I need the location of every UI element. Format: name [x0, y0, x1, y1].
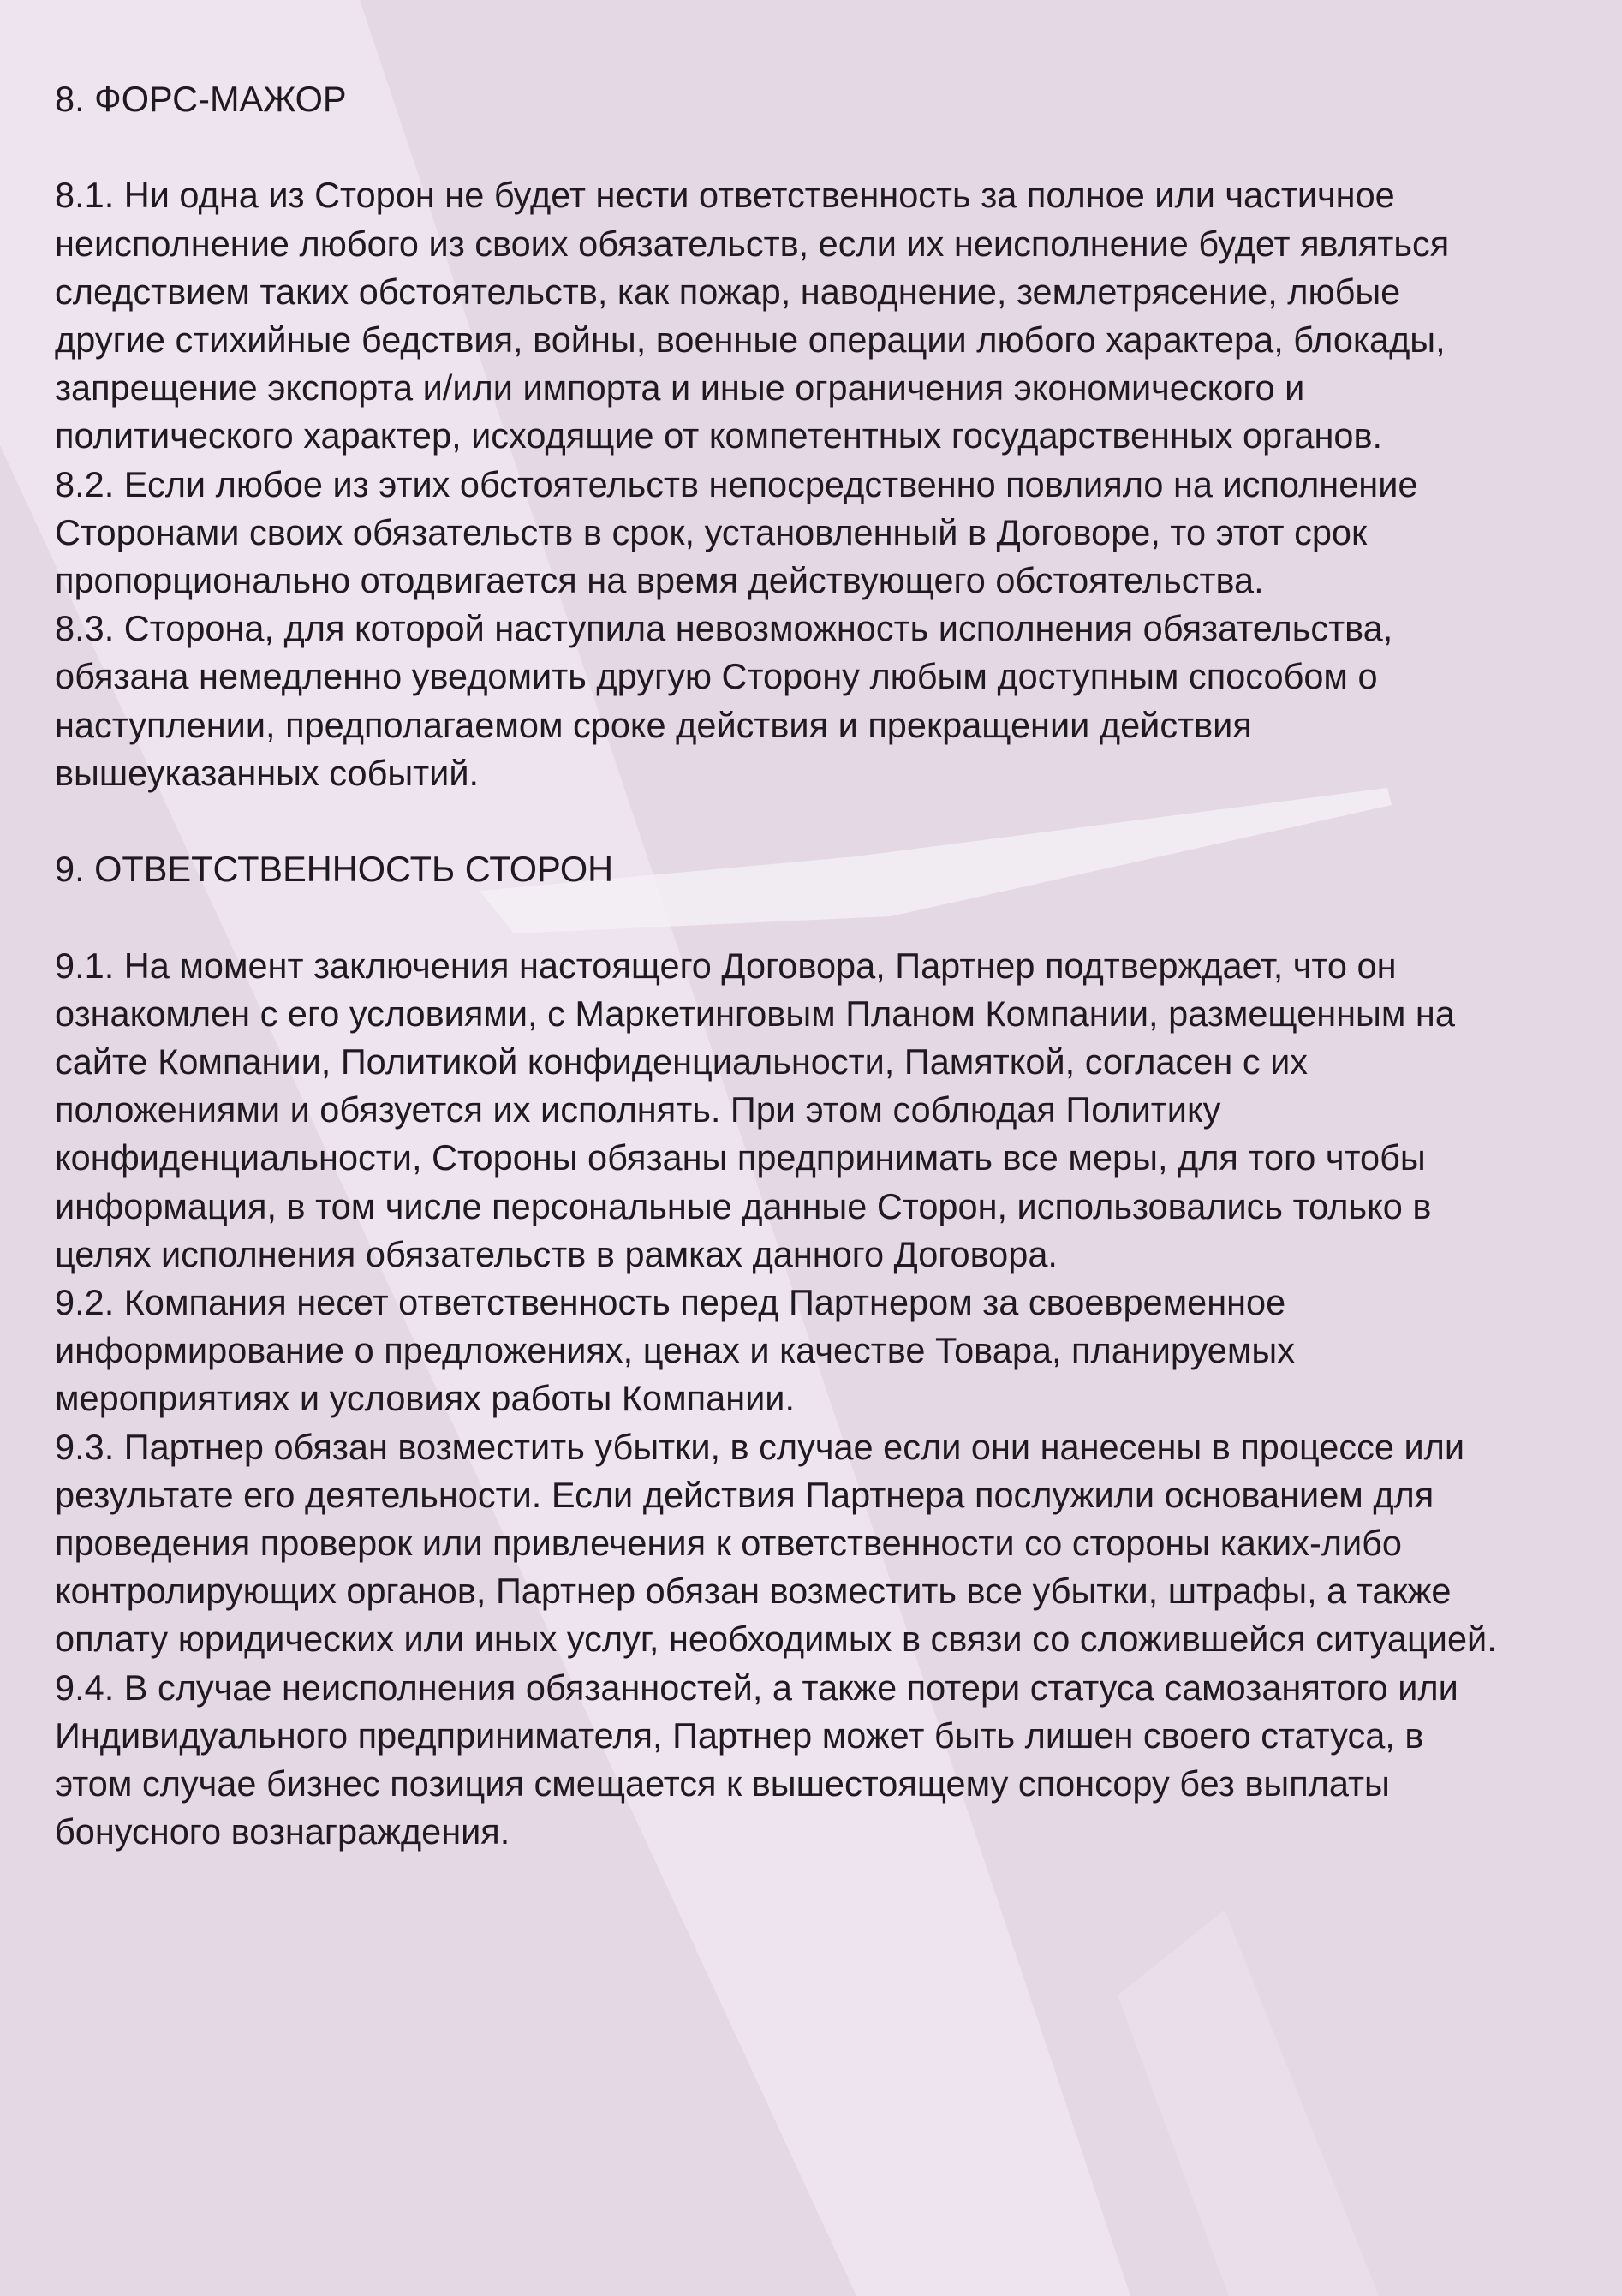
- section-gap: [55, 893, 1579, 941]
- paragraph-line: 9.4. В случае неисполнения обязанностей, а также потери статуса самозанятого или: [55, 1667, 1458, 1708]
- paragraph-line: мероприятиях и условиях работы Компании.: [55, 1378, 796, 1419]
- section-title-force-majeure: 8. ФОРС-МАЖОР: [55, 79, 347, 119]
- paragraph-line: информирование о предложениях, ценах и качестве Товара, планируемых: [55, 1330, 1296, 1371]
- paragraph-line: обязана немедленно уведомить другую Сторону любым доступным способом о: [55, 656, 1378, 697]
- paragraph-line: следствием таких обстоятельств, как пожар, наводнение, землетрясение, любые: [55, 271, 1401, 312]
- paragraph-line: другие стихийные бедствия, войны, военные операции любого характера, блокады,: [55, 319, 1446, 360]
- paragraph-line: 8.2. Если любое из этих обстоятельств непосредственно повлияло на исполнение: [55, 463, 1418, 504]
- paragraph-line: Индивидуального предпринимателя, Партнер может быть лишен своего статуса, в: [55, 1715, 1424, 1756]
- paragraph-line: целях исполнения обязательств в рамках данного Договора.: [55, 1233, 1058, 1274]
- paragraph-line: Сторонами своих обязательств в срок, установленный в Договоре, то этот срок: [55, 511, 1368, 552]
- paragraph-line: 9.1. На момент заключения настоящего Договора, Партнер подтверждает, что он: [55, 945, 1397, 986]
- section-gap: [55, 123, 1579, 171]
- paragraph-line: сайте Компании, Политикой конфиденциальности, Памяткой, согласен с их: [55, 1041, 1309, 1082]
- paragraph-line: ознакомлен с его условиями, с Маркетинговым Планом Компании, размещенным на: [55, 993, 1455, 1034]
- section-gap: [55, 797, 1579, 845]
- paragraph-line: этом случае бизнес позиция смещается к вышестоящему спонсору без выплаты: [55, 1763, 1390, 1804]
- section-title-liability: 9. ОТВЕТСТВЕННОСТЬ СТОРОН: [55, 849, 614, 890]
- paragraph-line: 8.1. Ни одна из Сторон не будет нести ответственность за полное или частичное: [55, 175, 1395, 216]
- document-content: [55, 75, 1579, 1856]
- paragraph-line: пропорционально отодвигается на время действующего обстоятельства.: [55, 560, 1264, 601]
- paragraph-line: 8.3. Сторона, для которой наступила невозможность исполнения обязательства,: [55, 608, 1393, 649]
- paragraph-line: наступлении, предполагаемом сроке действия и прекращении действия: [55, 704, 1252, 745]
- paragraph-line: положениями и обязуется их исполнять. При этом соблюдая Политику: [55, 1089, 1221, 1130]
- paragraph-line: 9.3. Партнер обязан возместить убытки, в случае если они нанесены в процессе или: [55, 1426, 1465, 1467]
- watermark-right-stroke: [1118, 1910, 1379, 2296]
- paragraph-line: бонусного вознаграждения.: [55, 1811, 510, 1852]
- paragraph-line: информация, в том числе персональные данные Сторон, использовались только в: [55, 1185, 1432, 1226]
- paragraph-line: вышеуказанных событий.: [55, 752, 480, 793]
- paragraph-line: неисполнение любого из своих обязательств, если их неисполнение будет являться: [55, 223, 1450, 264]
- paragraph-line: запрещение экспорта и/или импорта и иные ограничения экономического и: [55, 367, 1305, 409]
- paragraph-line: контролирующих органов, Партнер обязан возместить все убытки, штрафы, а также: [55, 1571, 1452, 1612]
- paragraph-line: 9.2. Компания несет ответственность перед Партнером за своевременное: [55, 1282, 1286, 1323]
- paragraph-line: политического характер, исходящие от компетентных государственных органов.: [55, 415, 1383, 456]
- paragraph-line: конфиденциальности, Стороны обязаны предпринимать все меры, для того чтобы: [55, 1137, 1426, 1178]
- paragraph-line: оплату юридических или иных услуг, необходимых в связи со сложившейся ситуацией.: [55, 1619, 1497, 1660]
- paragraph-line: проведения проверок или привлечения к ответственности со стороны каких-либо: [55, 1523, 1403, 1564]
- paragraph-line: результате его деятельности. Если действия Партнера послужили основанием для: [55, 1474, 1434, 1515]
